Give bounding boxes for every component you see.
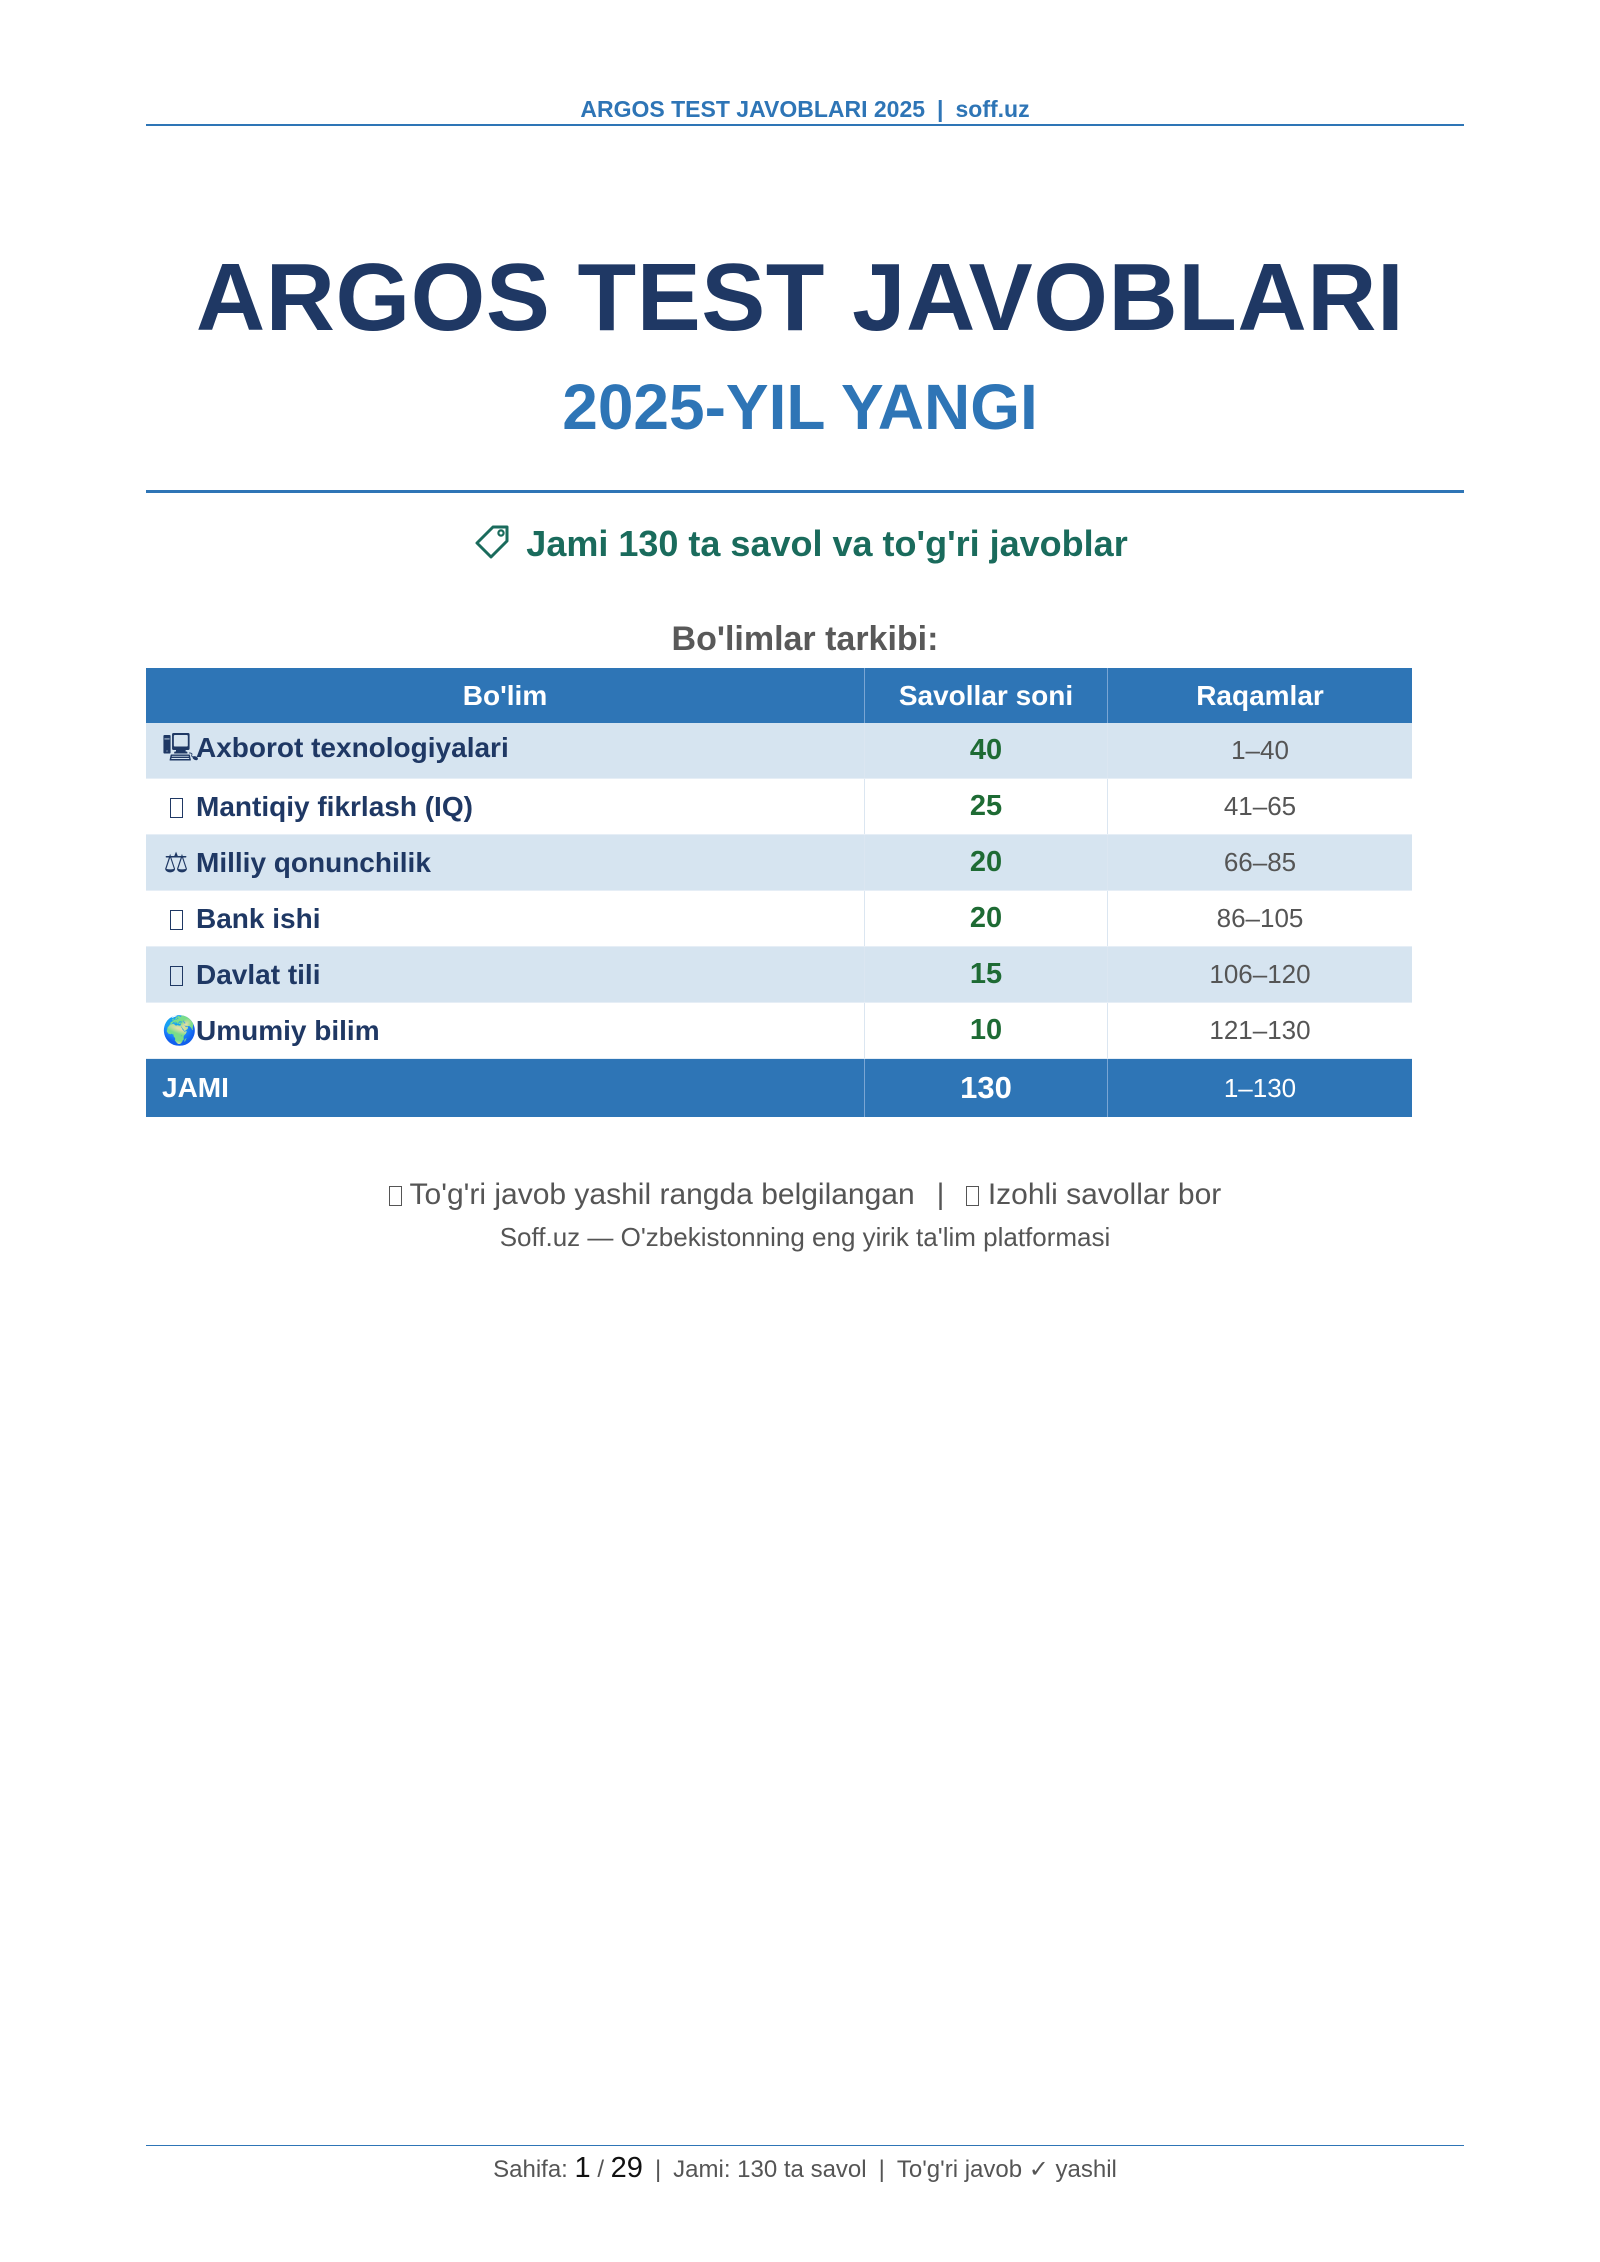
title-divider — [146, 490, 1464, 493]
table-row — [146, 779, 1412, 835]
section-name: Axborot texnologiyalari — [196, 731, 509, 763]
tag-icon — [472, 522, 512, 562]
missing-glyph-icon — [162, 903, 190, 935]
question-count: 40 — [865, 723, 1108, 779]
question-count: 20 — [865, 891, 1108, 947]
note-separator: | — [936, 1178, 945, 1211]
column-header-section: Bo'lim — [146, 668, 865, 723]
table-header-row — [146, 668, 1412, 723]
table-row — [146, 891, 1412, 947]
running-header-separator: | — [937, 96, 944, 122]
missing-glyph-icon — [162, 959, 190, 991]
footer-separator: | — [654, 2156, 662, 2183]
running-header-title: ARGOS TEST JAVOBLARI 2025 — [580, 96, 926, 122]
sections-table — [146, 668, 1412, 1117]
table-total-row — [146, 1059, 1412, 1118]
total-count: 130 — [865, 1059, 1108, 1118]
column-header-count: Savollar soni — [865, 668, 1108, 723]
missing-glyph-icon — [966, 1186, 979, 1206]
tagline-text: Jami 130 ta savol va to'g'ri javoblar — [526, 523, 1128, 564]
sections-heading: Bo'limlar tarkibi: — [671, 620, 939, 658]
header-divider — [146, 124, 1464, 126]
total-label: JAMI — [146, 1059, 865, 1118]
commented-questions-note: Izohli savollar bor — [987, 1178, 1222, 1211]
table-row — [146, 947, 1412, 1003]
question-range: 1–40 — [1108, 723, 1413, 779]
question-range: 86–105 — [1108, 891, 1413, 947]
platform-tagline: Soff.uz — O'zbekistonning eng yirik ta'lim platformasi — [499, 1222, 1111, 1252]
globe-icon: 🌍 — [162, 1015, 197, 1046]
question-count: 25 — [865, 779, 1108, 835]
question-range: 106–120 — [1108, 947, 1413, 1003]
footer-legend-text: To'g'ri javob ✓ yashil — [896, 2156, 1117, 2183]
footer-separator: | — [878, 2156, 885, 2183]
missing-glyph-icon — [389, 1186, 402, 1206]
column-header-range: Raqamlar — [1108, 668, 1413, 723]
section-name: Mantiqiy fikrlash (IQ) — [196, 790, 473, 822]
question-range: 121–130 — [1108, 1003, 1413, 1059]
legend-note — [0, 1178, 1600, 1212]
correct-answer-note: To'g'ri javob yashil rangda belgilangan — [409, 1178, 915, 1211]
total-range: 1–130 — [1108, 1059, 1413, 1118]
running-header-site: soff.uz — [955, 96, 1030, 122]
question-count: 20 — [865, 835, 1108, 891]
computer-icon: 🖳 — [162, 731, 200, 763]
page-subtitle: 2025-YIL YANGI — [562, 371, 1038, 443]
page-total: 29 — [610, 2152, 643, 2184]
page-separator: / — [597, 2156, 604, 2183]
table-row — [146, 1003, 1412, 1059]
page-footer — [0, 2152, 1600, 2185]
tagline — [0, 522, 1600, 565]
running-header — [146, 96, 1464, 123]
section-name: Umumiy bilim — [196, 1015, 380, 1046]
footer-total-text: Jami: 130 ta savol — [673, 2156, 867, 2183]
section-name: Bank ishi — [196, 902, 321, 934]
question-count: 10 — [865, 1003, 1108, 1059]
question-count: 15 — [865, 947, 1108, 1003]
page-label: Sahifa: — [493, 2156, 568, 2183]
scales-icon: ⚖ — [163, 847, 189, 878]
table-row — [146, 835, 1412, 891]
question-range: 66–85 — [1108, 835, 1413, 891]
question-range: 41–65 — [1108, 779, 1413, 835]
section-name: Milliy qonunchilik — [196, 847, 431, 878]
table-row — [146, 723, 1412, 779]
missing-glyph-icon — [162, 791, 190, 823]
page-current: 1 — [574, 2152, 591, 2184]
footer-divider — [146, 2145, 1464, 2146]
page-title: ARGOS TEST JAVOBLARI — [195, 244, 1405, 351]
section-name: Davlat tili — [196, 958, 321, 990]
